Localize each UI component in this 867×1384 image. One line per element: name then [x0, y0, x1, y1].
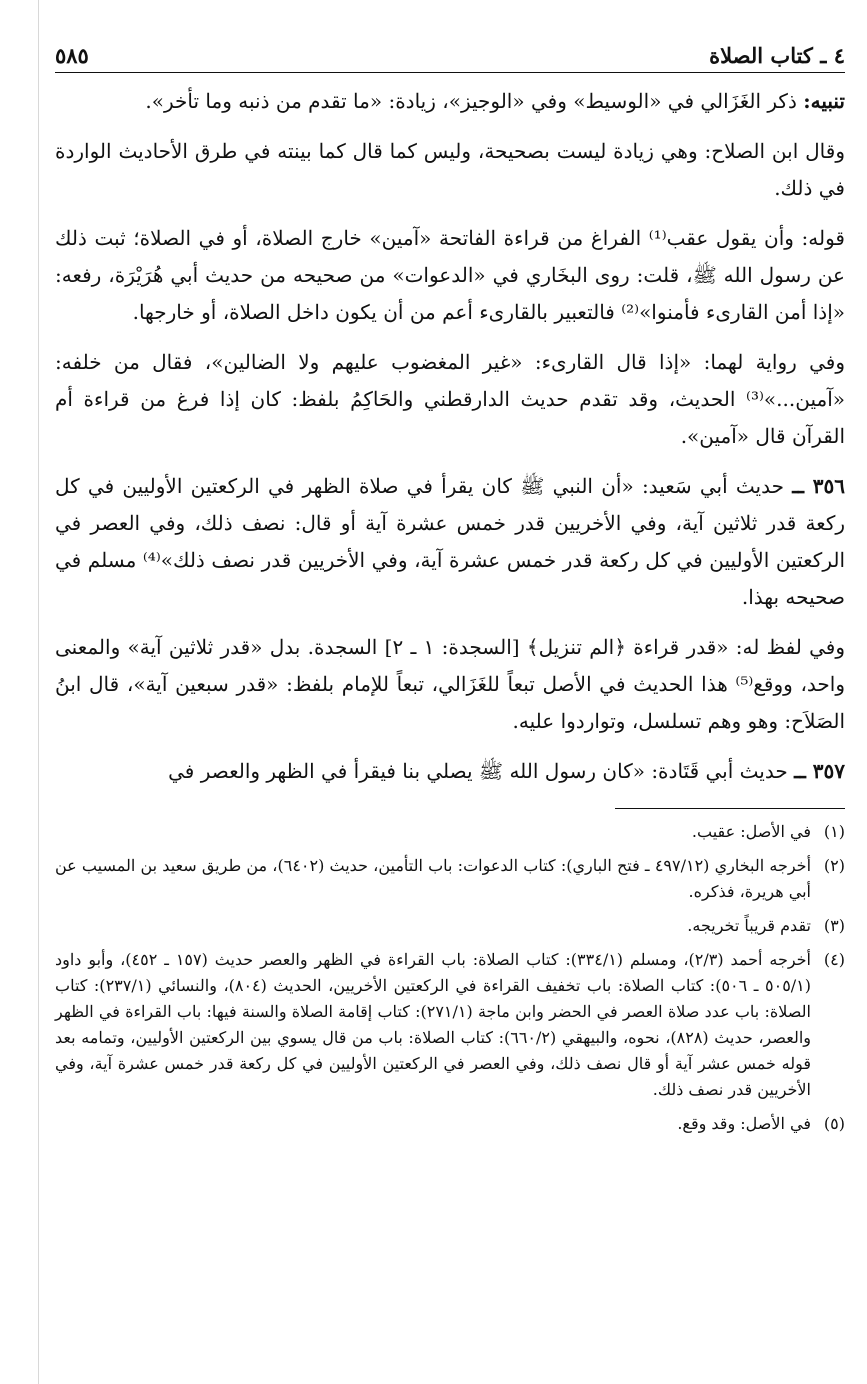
footnote-text: أخرجه أحمد (٢/٣)، ومسلم (٣٣٤/١): كتاب الصلاة: باب القراءة في الظهر والعصر حديث (١٥٧ ـ ٤٥٢)، وأبو داود (٥٠٥/١ ـ ٥٠٦): كتاب الصلاة: باب تخفيف القراءة في الركعتين الأخريين، الحديث (٨٠٤)، والنسائي (٢٣٧/١): كتاب الصلاة: باب عدد صلاة العصر في الحضر وابن ماجة (٢٧١/١): كتاب إقامة الصلاة والسنة فيها: باب القراءة في الظهر والعصر، حديث (٨٢٨)، نحوه، والبيهقي (٦٦٠/٢): كتاب الصلاة: باب من قال يسوي بين الركعتين الأوليين، وتمامه بعد قوله خمس عشر آية أو قال نصف ذلك، وفي العصر في الركعتين الأوليين في كل ركعة قدر خمس عشرة آية، وفي الأخريين قدر نصف ذلك. [55, 950, 812, 1099]
hadith-paragraph [55, 468, 845, 616]
paragraph [55, 344, 845, 455]
hadith-number: ٣٥٦ ــ [792, 474, 846, 498]
paragraph [55, 629, 845, 740]
paragraph-text: قوله: وأن يقول عقب⁽¹⁾ الفراغ من قراءة الفاتحة «آمين» خارج الصلاة، أو في الصلاة؛ ثبت ذلك عن رسول الله ﷺ، قلت: روى البخَاري في «الدعوات» من صحيحه من حديث أبي هُرَيْرَة، رفعه: «إذا أمن القارىء فأمنوا»⁽²⁾ فالتعبير بالقارىء أعم من أن يكون داخل الصلاة، أو خارجها. [55, 226, 845, 324]
footnote [55, 947, 845, 1103]
footnote [55, 1111, 845, 1137]
paragraph [55, 133, 845, 207]
page-edge-line [38, 0, 39, 1384]
paragraph-text: وفي لفظ له: «قدر قراءة ﴿الم تنزيل﴾ [السجدة: ١ ـ ٢] السجدة. بدل «قدر ثلاثين آية» والمعنى واحد، ووقع⁽⁵⁾ هذا الحديث في الأصل تبعاً للغَزَالي، تبعاً للإمام بلفظ: «قدر سبعين آية»، قال ابنُ الصَلاَح: وهو وهم تسلسل، وتواردوا عليه. [55, 635, 845, 733]
page-header [55, 24, 845, 73]
footnote [55, 913, 845, 939]
footnote-separator [615, 808, 845, 809]
paragraph [55, 220, 845, 331]
hadith-paragraph [55, 753, 845, 790]
paragraph-lead: تنبيه: [803, 89, 845, 113]
hadith-number: ٣٥٧ ــ [794, 759, 845, 783]
footnotes [55, 819, 845, 1137]
paragraph [55, 83, 845, 120]
footnote [55, 819, 845, 845]
footnote-marker: (٤) [823, 950, 845, 969]
footnote-marker: (٣) [823, 916, 845, 935]
paragraph-text: حديث أبي سَعيد: «أن النبي ﷺ كان يقرأ في صلاة الظهر في الركعتين الأوليين في كل ركعة قدر ثلاثين آية، وفي الأخريين قدر خمس عشرة آية أو قال: نصف ذلك، وفي العصر في الركعتين الأوليين في كل ركعة قدر خمس عشرة آية، وفي الأخريين قدر نصف ذلك»⁽⁴⁾ مسلم في صحيحه بهذا. [55, 474, 845, 609]
footnote-text: أخرجه البخاري (٤٩٧/١٢ ـ فتح الباري): كتاب الدعوات: باب التأمين، حديث (٦٤٠٢)، من طريق سعيد بن المسيب عن أبي هريرة، فذكره. [55, 856, 812, 901]
footnote-marker: (١) [823, 822, 845, 841]
footnote [55, 853, 845, 905]
footnote-marker: (٢) [823, 856, 845, 875]
footnote-marker: (٥) [823, 1114, 845, 1133]
footnote-text: تقدم قريباً تخريجه. [687, 916, 811, 935]
paragraph-text: حديث أبي قَتَادة: «كان رسول الله ﷺ يصلي بنا فيقرأ في الظهر والعصر في [168, 759, 795, 783]
footnote-text: في الأصل: عقيب. [691, 822, 811, 841]
document-page [55, 24, 845, 1364]
paragraph-text: وقال ابن الصلاح: وهي زيادة ليست بصحيحة، وليس كما قال كما بينته في طرق الأحاديث الواردة في ذلك. [55, 139, 845, 200]
running-title: ٤ ـ كتاب الصلاة [709, 43, 845, 68]
main-text [55, 83, 845, 790]
paragraph-text: ذكر الغَزَالي في «الوسيط» وفي «الوجيز»، زيادة: «ما تقدم من ذنبه وما تأخر». [145, 89, 804, 113]
page-number: ٥٨٥ [55, 43, 89, 68]
footnote-text: في الأصل: وقد وقع. [677, 1114, 811, 1133]
paragraph-text: وفي رواية لهما: «إذا قال القارىء: «غير المغضوب عليهم ولا الضالين»، فقال من خلفه: «آمين...»⁽³⁾ الحديث، وقد تقدم حديث الدارقطني والحَاكِمُ بلفظ: كان إذا فرغ من قراءة أم القرآن قال «آمين». [55, 350, 845, 448]
